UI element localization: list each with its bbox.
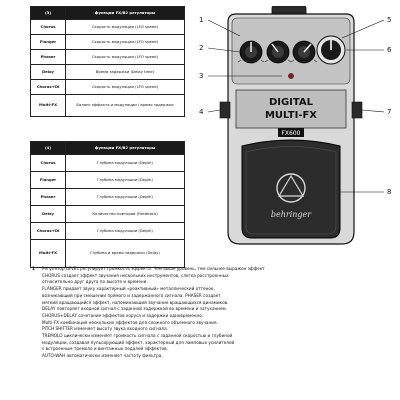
- callout-number: 4: [199, 108, 204, 116]
- callout-number: 6: [387, 46, 392, 54]
- item-text: FLANGER придает звуку характерный «реактивный» металлический оттенок,: [42, 286, 215, 292]
- table-cell-desc: Количество повторов (Feedback): [66, 206, 185, 223]
- item-text: CHORUS+DELAY сочетание эффектов хоруса и задержки одновременно.: [42, 312, 204, 318]
- description-list: [32, 266, 362, 360]
- output-jack: [352, 102, 362, 118]
- table-cell-mode: Delay: [31, 206, 66, 223]
- table-cell-desc: Время задержки (Delay time): [66, 65, 185, 80]
- brand-label: behringer: [270, 210, 312, 219]
- mode-selector-knob[interactable]: [317, 36, 345, 64]
- table-cell-desc: Скорость модуляции (LFO speed): [66, 35, 185, 50]
- param-knob-2[interactable]: [293, 41, 315, 63]
- item-text: TREMOLO циклически изменяет громкость сигнала с заданной скоростью и глубиной: [42, 333, 233, 339]
- pedal-name-line2: MULTI-FX: [264, 110, 318, 121]
- item-text: AUTO-WAH автоматически изменяет частоту фильтра.: [42, 353, 163, 359]
- table-row: [31, 80, 185, 95]
- model-label: FX600: [281, 130, 301, 137]
- list-item: [32, 279, 362, 286]
- item-text: относительно друг друга по высоте и времени.: [42, 279, 148, 285]
- list-item: [32, 293, 362, 300]
- item-text: возникающий при смешении прямого и задержанного сигнала. PHASER создает: [42, 292, 221, 298]
- table-row: [31, 172, 185, 189]
- item-text: мягкий вращающийся эффект, напоминающий звучание вращающихся динамиков.: [42, 299, 229, 305]
- table-cell-desc: Глубина модуляции (Depth): [66, 223, 185, 240]
- table-cell-desc: Глубина модуляции (Depth): [66, 155, 185, 172]
- table-cell-desc: Глубина и время задержки (Delay): [66, 240, 185, 268]
- table-row: [31, 223, 185, 240]
- table-cell-mode: Phaser: [31, 189, 66, 206]
- item-text: CHORUS создает эффект звучания нескольких инструментов, слегка расстроенных: [42, 272, 229, 278]
- table-cell-mode: Flanger: [31, 35, 66, 50]
- list-item: [32, 333, 362, 340]
- table-row: [31, 240, 185, 268]
- pedal-svg: [196, 6, 396, 246]
- table-cell-desc: Скорость модуляции (LFO speed): [66, 50, 185, 65]
- effect-table-1: [30, 6, 185, 117]
- table-cell-mode: Chorus: [31, 155, 66, 172]
- table-cell-mode: Chorus+Dl: [31, 223, 66, 240]
- list-item: [32, 346, 362, 353]
- list-item: [32, 300, 362, 307]
- table-header-row: [31, 7, 185, 20]
- table-row: [31, 20, 185, 35]
- callout-number: 1: [199, 16, 204, 24]
- table-cell-mode: Chorus+Dl: [31, 80, 66, 95]
- table-row: [31, 206, 185, 223]
- effect-table-2: [30, 141, 185, 268]
- table-cell-desc: Баланс эффекта и модуляции / время задержки: [66, 95, 185, 117]
- callout-number: 2: [199, 44, 204, 52]
- table-header-cell: (3): [31, 7, 66, 20]
- table-cell-mode: Phaser: [31, 50, 66, 65]
- table-cell-mode: Flanger: [31, 172, 66, 189]
- level-knob[interactable]: [240, 41, 262, 63]
- list-item: [32, 286, 362, 293]
- list-item: [32, 326, 362, 333]
- table-cell-mode: Delay: [31, 65, 66, 80]
- list-item: [32, 353, 362, 360]
- list-item: [32, 313, 362, 320]
- table-header-cell: (4): [31, 142, 66, 155]
- pedal-illustration: [196, 6, 396, 246]
- item-text: Multi-FX комбинация нескольких эффектов для сложного объемного звучания.: [42, 319, 218, 325]
- callout-number: 8: [387, 188, 392, 196]
- table-header-cell: функции FX/B2 регуляторы: [66, 7, 185, 20]
- table-row: [31, 50, 185, 65]
- list-item: [32, 266, 362, 273]
- list-item: [32, 273, 362, 280]
- table-cell-mode: Chorus: [31, 20, 66, 35]
- list-item: [32, 306, 362, 313]
- table-cell-mode: Multi-FX: [31, 240, 66, 268]
- list-item: [32, 340, 362, 347]
- table-row: [31, 189, 185, 206]
- list-item: [32, 320, 362, 327]
- item-text: с встроенным тремоло и винтажных педалей эффектов.: [42, 346, 168, 352]
- table-row: [31, 95, 185, 117]
- callout-number: 7: [387, 108, 392, 116]
- item-text: модуляции, создавая пульсирующий эффект, характерный для ламповых усилителей: [42, 339, 235, 345]
- name-plate: [236, 90, 346, 128]
- param-knob-1[interactable]: [267, 41, 289, 63]
- table-cell-desc: Глубина модуляции (Depth): [66, 189, 185, 206]
- status-led: [288, 73, 293, 78]
- table-header-cell: функции FX/B2 регуляторы: [66, 142, 185, 155]
- input-jack: [220, 102, 230, 118]
- table-row: [31, 155, 185, 172]
- table-cell-mode: Multi-FX: [31, 95, 66, 117]
- pedal-name-line1: DIGITAL: [268, 97, 314, 108]
- item-text: PITCH SHIFTER изменяет высоту звука входного сигнала.: [42, 326, 168, 332]
- table-row: [31, 35, 185, 50]
- table-row: [31, 65, 185, 80]
- item-text: DELAY повторяет входной сигнал с заданной задержкой во времени и затуханием.: [42, 306, 228, 312]
- item-text: Регулятор LEVEL регулирует громкость эффекта. Чем выше уровень, тем сильнее выражен эффект: [42, 266, 265, 271]
- table-cell-desc: Скорость модуляции (LFO speed): [66, 20, 185, 35]
- callout-number: 3: [199, 72, 204, 80]
- item-number: 1: [32, 266, 35, 271]
- footswitch-pad[interactable]: [242, 140, 340, 238]
- table-cell-desc: Скорость модуляции (LFO speed): [66, 80, 185, 95]
- table-header-row: [31, 142, 185, 155]
- table-cell-desc: Глубина модуляции (Depth): [66, 172, 185, 189]
- callout-number: 5: [387, 16, 392, 24]
